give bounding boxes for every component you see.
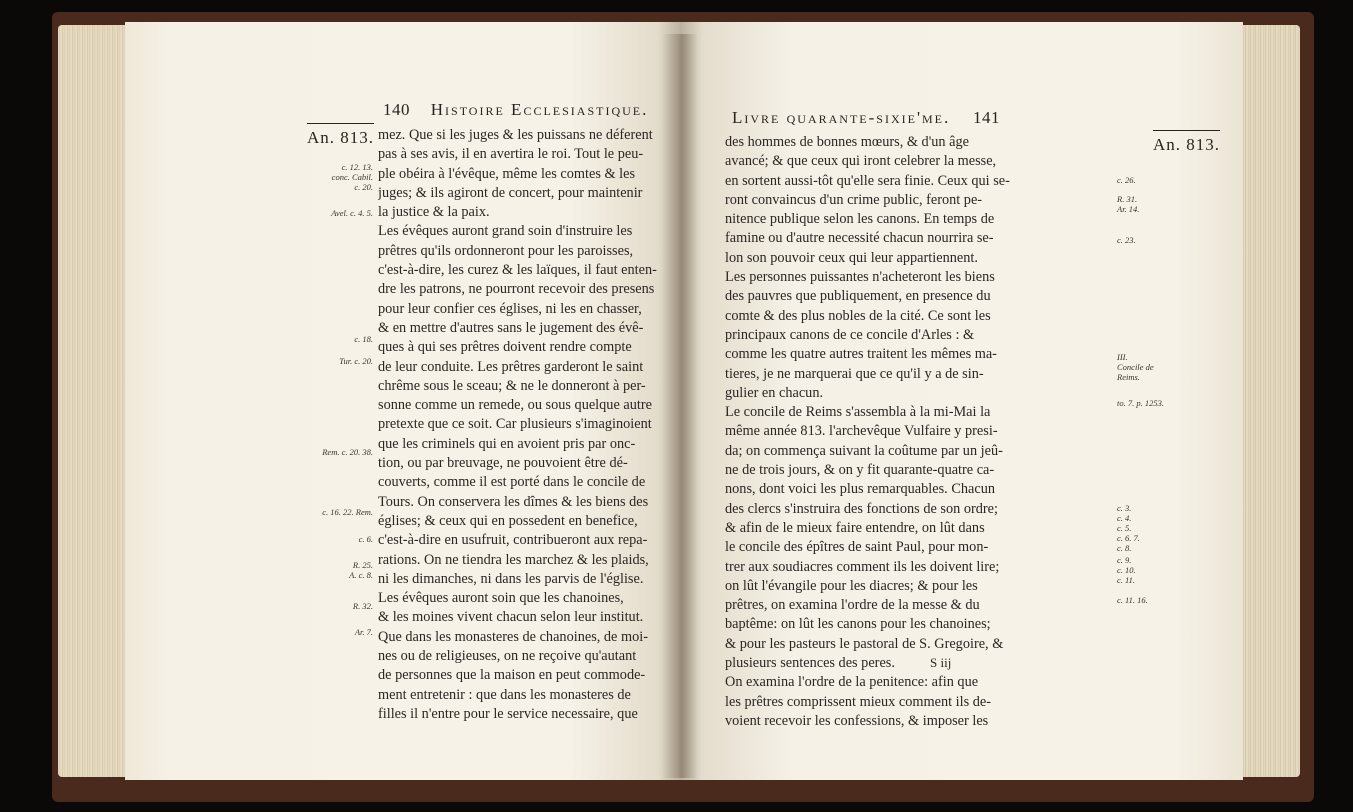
margin-note: c. 6. 7. [1117,533,1140,543]
text-line: Tours. On conservera les dîmes & les biens des [378,493,649,510]
margin-note: c. 8. [1117,543,1132,553]
left-page [125,22,680,780]
text-line: On examina l'ordre de la penitence: afin que [725,674,979,691]
text-line: juges; & ils agiront de concert, pour maintenir [378,184,643,201]
text-line: des hommes de bonnes mœurs, & d'un âge [725,134,969,150]
text-line: tieres, je ne marquerai que ce qu'il y a de sin- [725,365,984,382]
text-line: famine ou d'autre necessité chacun nourrira se- [725,230,994,247]
text-line: nons, dont voici les plus remarquables. Chacun [725,481,996,498]
text-line: pretexte que ce soit. Car plusieurs s'imaginoient [378,416,652,433]
margin-note: c. 11. 16. [1117,595,1148,605]
margin-note: c. 18. [354,334,373,344]
text-line: Le concile de Reims s'assembla à la mi-Mai la [725,404,991,421]
text-line: c'est-à-dire en usufruit, contribueront aux repa- [378,532,648,549]
text-line: rations. On ne tiendra les marchez & les plaids, [378,551,649,568]
margin-note: III. [1117,352,1128,362]
text-line: églises; & ceux qui en possedent en benefice, [378,512,638,529]
margin-note: c. 4. [1117,513,1132,523]
text-line: prêtres, on examina l'ordre de la messe & du [725,597,980,614]
text-line: gulier en chacun. [725,384,824,401]
margin-note: c. 23. [1117,235,1136,245]
left-page-edges [58,25,128,777]
text-line: ple obéira à l'évêque, même les comtes & les [378,165,636,182]
text-line: baptême: on lût les canons pour les chanoines; [725,616,991,633]
text-line: plusieurs sentences des peres. [725,655,895,672]
text-line: les prêtres comprissent mieux comment ils de- [725,693,992,710]
text-line: avancé; & que ceux qui iront celebrer la messe, [725,153,997,170]
text-line: de personnes que la maison en peut commode- [378,667,646,684]
text-line: da; on commença suivant la coûtume par un jeû- [725,442,1003,459]
text-line: des pauvres que publiquement, en presence du [725,288,991,305]
margin-note: Rem. c. 20. 38. [322,447,373,457]
spine-shadow [662,34,698,778]
text-line: de leur conduite. Les prêtres garderont le saint [378,358,644,375]
left-page-number: 140 [383,100,410,119]
margin-note: c. 12. 13. [341,162,373,172]
right-running-title: Livre quarante-sixie'me. [732,108,951,127]
margin-note: A. c. 8. [349,570,373,580]
margin-note: c. 10. [1117,565,1136,575]
right-body-text [725,133,1110,731]
signature-mark: S iij [930,655,952,670]
margin-note: Ar. 14. [1117,204,1140,214]
margin-note: c. 9. [1117,555,1132,565]
text-line: lon son pouvoir ceux qui leur appartiennent. [725,249,978,266]
margin-note: R. 32. [352,601,373,611]
text-line: nitence publique selon les canons. En temps de [725,211,995,228]
margin-note: R. 25. [352,560,373,570]
text-line: nes ou de religieuses, on ne reçoive qu'autant [378,648,637,665]
margin-note: c. 6. [358,534,373,544]
margin-note: conc. Cabil. [331,172,373,182]
margin-note: Avel. c. 4. 5. [331,208,373,218]
text-line: on lût l'évangile pour les diacres; & pour les [725,577,978,594]
text-line: ment entretenir : que dans les monasteres de [378,686,631,703]
text-line: & pour les pasteurs le pastoral de S. Gregoire, & [725,635,1004,652]
right-year-marker: An. 813. [1153,130,1220,155]
text-line: & afin de le mieux faire entendre, on lût dans [725,519,985,536]
text-line: des clercs s'instruira des fonctions de son ordre; [725,500,998,517]
text-line: Les évêques auront soin que les chanoines, [378,590,624,607]
margin-note: Ar. 7. [354,627,373,637]
text-line: filles il n'entre pour le service necessaire, que [378,705,638,722]
left-running-title: Histoire Ecclesiastique. [430,100,649,119]
margin-note: Concile de [1117,362,1154,372]
text-line: le concile des épîtres de saint Paul, pour mon- [725,539,989,556]
text-line: ront convaincus d'un crime public, feront pe- [725,191,983,208]
text-line: principaux canons de ce concile d'Arles : & [725,326,975,343]
text-line: en sortent aussi-tôt qu'elle sera finie. Ceux qui se- [725,172,1010,189]
text-line: sonne comme un remede, ou sous quelque autre [378,397,652,414]
text-line: prêtres qu'ils ordonneront pour les paroisses, [378,242,634,259]
margin-note: c. 16. 22. Rem. [322,507,373,517]
margin-note: c. 5. [1117,523,1132,533]
margin-note: R. 31. [1117,194,1138,204]
text-line: Que dans les monasteres de chanoines, de moi- [378,628,648,645]
margin-note: c. 3. [1117,503,1132,513]
text-line: trer aux soudiacres comment ils les doivent lire; [725,558,1000,575]
margin-note: c. 11. [1117,575,1136,585]
left-body-text [378,126,680,724]
left-running-header [383,100,648,120]
right-page [680,22,1243,780]
text-line: comte & des plus nobles de la cité. Ce sont les [725,307,991,324]
text-line: voient recevoir les confessions, & imposer les [725,712,989,729]
text-line: ne de trois jours, & on y fit quarante-quatre ca- [725,462,995,479]
margin-note: Tur. c. 20. [339,356,373,366]
text-line: la justice & la paix. [378,204,490,221]
text-line: c'est-à-dire, les curez & les laïques, il faut enten- [378,262,657,279]
margin-note: Reims. [1117,372,1140,382]
text-line: tion, ou par breuvage, ne pouvoient être dé- [378,455,628,472]
margin-note: c. 20. [354,182,373,192]
text-line: dre les patrons, ne pourront recevoir des presens [378,281,655,298]
text-line: Les personnes puissantes n'acheteront les biens [725,269,995,286]
text-line: pas à ses avis, il en avertira le roi. Tout le peu- [378,146,644,163]
right-running-header [732,108,1000,128]
text-line: même année 813. l'archevêque Vulfaire y presi- [725,423,998,440]
text-line: mez. Que si les juges & les puissans ne déferent [378,127,653,143]
text-line: & les moines vivent chacun selon leur institut. [378,609,644,626]
text-line: couverts, comme il est porté dans le concile de [378,474,646,491]
text-line: que les criminels qui en avoient pris par onc- [378,435,636,452]
margin-note: to. 7. p. 1253. [1117,398,1164,408]
text-line: comme les quatre autres traitent les mêmes ma- [725,346,997,363]
margin-note: c. 26. [1117,175,1136,185]
text-line: pour leur confier ces églises, ni les en chasser, [378,300,642,317]
left-year-marker: An. 813. [307,123,374,148]
text-line: ques à qui ses prêtres doivent rendre compte [378,339,632,356]
right-page-number: 141 [973,108,1001,127]
text-line: Les évêques auront grand soin d'instruire les [378,223,633,240]
right-page-edges [1240,25,1300,777]
text-line: & en mettre d'autres sans le jugement des évê- [378,319,644,336]
text-line: chrême sous le sceau; & ne le donneront à per- [378,377,646,394]
text-line: ni les dimanches, ni dans les parvis de l'église. [378,570,644,587]
